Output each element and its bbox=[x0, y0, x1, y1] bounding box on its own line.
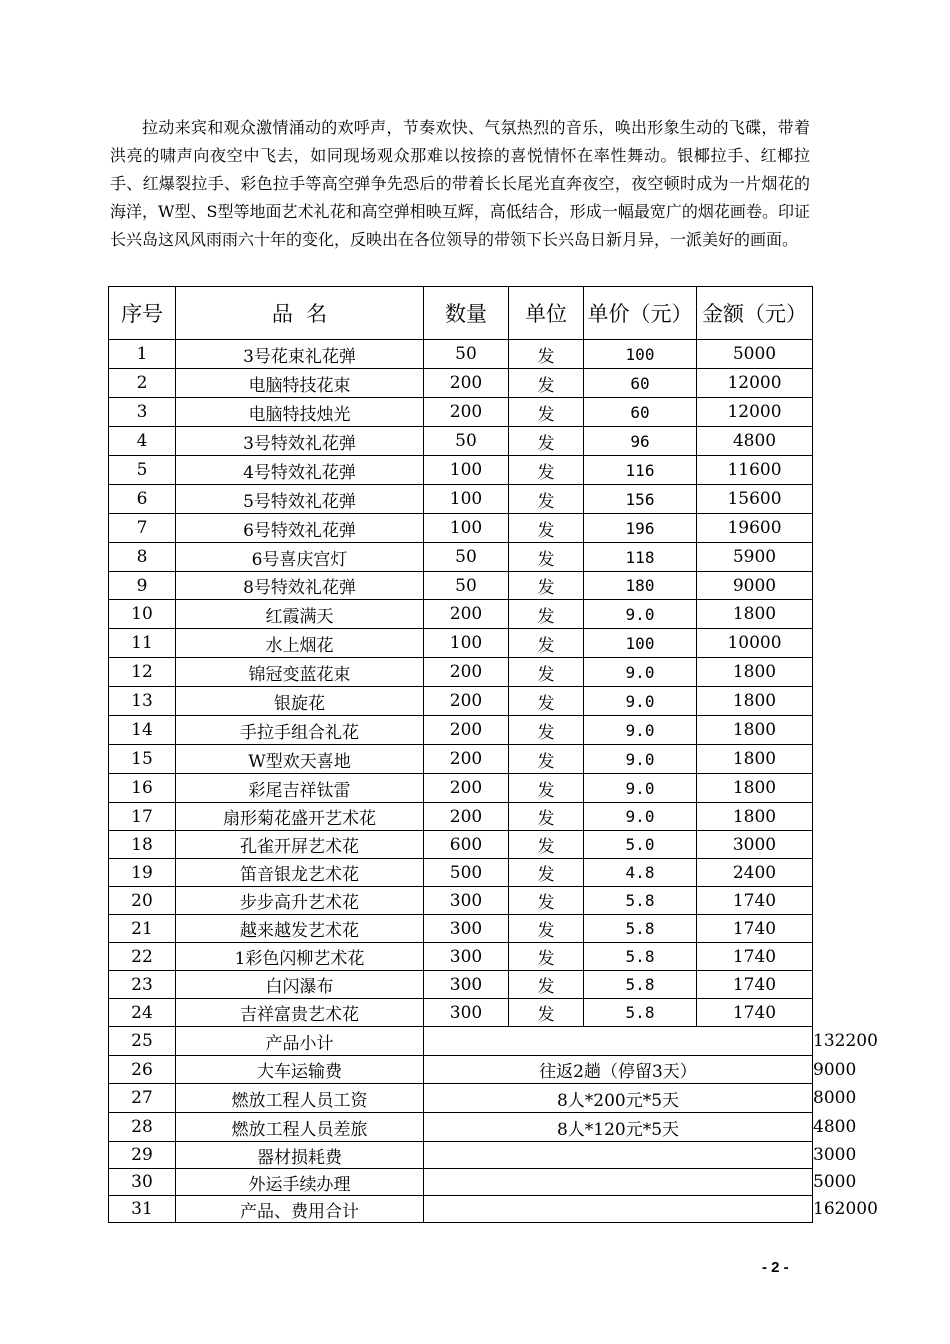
cell-price: 9.0 bbox=[584, 687, 697, 716]
cell-name: 6号喜庆宫灯 bbox=[176, 543, 424, 572]
cell-no: 25 bbox=[109, 1027, 176, 1056]
cell-qty: 300 bbox=[424, 915, 509, 943]
cell-amount: 11600 bbox=[697, 456, 813, 485]
intro-paragraph bbox=[110, 114, 810, 254]
cell-note: 8人*120元*5天 bbox=[424, 1113, 813, 1142]
cell-price: 5.8 bbox=[584, 887, 697, 915]
cell-amount: 9000 bbox=[697, 572, 813, 600]
cell-qty: 200 bbox=[424, 803, 509, 831]
cell-name: 电脑特技花束 bbox=[176, 369, 424, 398]
cell-qty: 300 bbox=[424, 943, 509, 971]
cell-no: 28 bbox=[109, 1113, 176, 1142]
cell-amount: 1740 bbox=[697, 971, 813, 999]
cell-no: 17 bbox=[109, 803, 176, 831]
cell-name: 产品、费用合计 bbox=[176, 1196, 424, 1223]
cell-name: 银旋花 bbox=[176, 687, 424, 716]
cell-amount: 19600 bbox=[697, 514, 813, 543]
cell-price: 180 bbox=[584, 572, 697, 600]
cell-unit: 发 bbox=[509, 369, 584, 398]
cell-amount: 1800 bbox=[697, 658, 813, 687]
cell-unit: 发 bbox=[509, 572, 584, 600]
cell-qty: 200 bbox=[424, 600, 509, 629]
cell-name: 3号特效礼花弹 bbox=[176, 427, 424, 456]
cell-price: 9.0 bbox=[584, 774, 697, 803]
cell-unit: 发 bbox=[509, 514, 584, 543]
cell-price: 9.0 bbox=[584, 600, 697, 629]
cell-no: 30 bbox=[109, 1169, 176, 1196]
cell-price: 118 bbox=[584, 543, 697, 572]
summary-row: 25 产品小计 132200 bbox=[109, 1027, 813, 1056]
header-unit: 单位 bbox=[509, 287, 584, 340]
cell-qty: 50 bbox=[424, 427, 509, 456]
cell-amount: 1800 bbox=[697, 716, 813, 745]
cell-qty: 100 bbox=[424, 629, 509, 658]
table-row bbox=[109, 398, 813, 427]
cell-unit: 发 bbox=[509, 745, 584, 774]
cell-unit: 发 bbox=[509, 629, 584, 658]
table-row bbox=[109, 971, 813, 999]
table-row bbox=[109, 456, 813, 485]
cell-amount: 1800 bbox=[697, 687, 813, 716]
cell-no: 20 bbox=[109, 887, 176, 915]
cell-amount: 15600 bbox=[697, 485, 813, 514]
cell-no: 5 bbox=[109, 456, 176, 485]
cell-note: 往返2趟（停留3天） bbox=[424, 1056, 813, 1084]
cell-qty: 200 bbox=[424, 774, 509, 803]
cell-no: 9 bbox=[109, 572, 176, 600]
table-row bbox=[109, 716, 813, 745]
cell-amount: 10000 bbox=[697, 629, 813, 658]
table-row bbox=[109, 774, 813, 803]
cell-unit: 发 bbox=[509, 943, 584, 971]
cell-price: 96 bbox=[584, 427, 697, 456]
cell-unit: 发 bbox=[509, 485, 584, 514]
cell-name: 白闪瀑布 bbox=[176, 971, 424, 999]
cell-price: 196 bbox=[584, 514, 697, 543]
cell-price: 9.0 bbox=[584, 716, 697, 745]
cell-no: 11 bbox=[109, 629, 176, 658]
table-row bbox=[109, 543, 813, 572]
cell-amount: 1800 bbox=[697, 600, 813, 629]
table-row bbox=[109, 427, 813, 456]
cell-no: 7 bbox=[109, 514, 176, 543]
cell-no: 29 bbox=[109, 1142, 176, 1169]
table-row bbox=[109, 859, 813, 887]
intro-text: 拉动来宾和观众激情涌动的欢呼声，节奏欢快、气氛热烈的音乐，唤出形象生动的飞碟，带着洪亮的啸声向夜空中飞去，如同现场观众那难以按捺的喜悦情怀在率性舞动。银椰拉手、红椰拉手、红爆裂拉手、彩色拉手等高空弹争先恐后的带着长长尾光直奔夜空，夜空顿时成为一片烟花的海洋，W型、S型等地面艺术礼花和高空弹相映互辉，高低结合，形成一幅最宽广的烟花画卷。印证长兴岛这风风雨雨六十年的变化，反映出在各位领导的带领下长兴岛日新月异，一派美好的画面。 bbox=[110, 118, 810, 249]
cell-name: 1彩色闪柳艺术花 bbox=[176, 943, 424, 971]
cell-price: 60 bbox=[584, 398, 697, 427]
cell-name: 8号特效礼花弹 bbox=[176, 572, 424, 600]
cell-qty: 200 bbox=[424, 716, 509, 745]
cell-unit: 发 bbox=[509, 831, 584, 859]
cell-unit: 发 bbox=[509, 859, 584, 887]
cell-price: 100 bbox=[584, 629, 697, 658]
cell-no: 18 bbox=[109, 831, 176, 859]
header-no: 序号 bbox=[109, 287, 176, 340]
cell-qty: 50 bbox=[424, 572, 509, 600]
cell-name: 6号特效礼花弹 bbox=[176, 514, 424, 543]
cell-no: 19 bbox=[109, 859, 176, 887]
cell-price: 5.8 bbox=[584, 971, 697, 999]
header-name: 品 名 bbox=[176, 287, 424, 340]
cell-name: 彩尾吉祥钛雷 bbox=[176, 774, 424, 803]
cell-name: 4号特效礼花弹 bbox=[176, 456, 424, 485]
cell-price: 5.8 bbox=[584, 915, 697, 943]
page-number: - 2 - bbox=[762, 1259, 789, 1276]
table-row bbox=[109, 572, 813, 600]
cell-qty: 50 bbox=[424, 340, 509, 369]
cell-name: 吉祥富贵艺术花 bbox=[176, 999, 424, 1027]
cell-price: 9.0 bbox=[584, 745, 697, 774]
cell-name: 3号花束礼花弹 bbox=[176, 340, 424, 369]
cell-price: 60 bbox=[584, 369, 697, 398]
header-amount: 金额（元） bbox=[697, 287, 813, 340]
cell-no: 27 bbox=[109, 1084, 176, 1113]
cell-amount: 1800 bbox=[697, 774, 813, 803]
cell-amount: 5000 bbox=[697, 340, 813, 369]
cell-name: 器材损耗费 bbox=[176, 1142, 424, 1169]
cell-name: 产品小计 bbox=[176, 1027, 424, 1056]
cell-price: 156 bbox=[584, 485, 697, 514]
table-row bbox=[109, 803, 813, 831]
cell-unit: 发 bbox=[509, 687, 584, 716]
cell-name: W型欢天喜地 bbox=[176, 745, 424, 774]
cell-no: 1 bbox=[109, 340, 176, 369]
table-row bbox=[109, 943, 813, 971]
cell-name: 电脑特技烛光 bbox=[176, 398, 424, 427]
table-row bbox=[109, 629, 813, 658]
cell-name: 手拉手组合礼花 bbox=[176, 716, 424, 745]
summary-row: 29 器材损耗费 3000 bbox=[109, 1142, 813, 1169]
cell-unit: 发 bbox=[509, 340, 584, 369]
table-row bbox=[109, 340, 813, 369]
cell-name: 燃放工程人员工资 bbox=[176, 1084, 424, 1113]
cell-name: 孔雀开屏艺术花 bbox=[176, 831, 424, 859]
cell-qty: 100 bbox=[424, 456, 509, 485]
cell-amount: 1740 bbox=[697, 887, 813, 915]
cell-note: 8人*200元*5天 bbox=[424, 1084, 813, 1113]
cell-no: 8 bbox=[109, 543, 176, 572]
cell-unit: 发 bbox=[509, 600, 584, 629]
summary-row: 27 燃放工程人员工资 8人*200元*5天 8000 bbox=[109, 1084, 813, 1113]
table-row bbox=[109, 745, 813, 774]
cell-no: 4 bbox=[109, 427, 176, 456]
cell-unit: 发 bbox=[509, 915, 584, 943]
cell-name: 红霞满天 bbox=[176, 600, 424, 629]
table-row bbox=[109, 485, 813, 514]
cell-amount: 1740 bbox=[697, 999, 813, 1027]
cell-no: 10 bbox=[109, 600, 176, 629]
table-row bbox=[109, 999, 813, 1027]
cell-unit: 发 bbox=[509, 658, 584, 687]
cell-amount: 2400 bbox=[697, 859, 813, 887]
cell-unit: 发 bbox=[509, 887, 584, 915]
cell-no: 3 bbox=[109, 398, 176, 427]
cell-name: 5号特效礼花弹 bbox=[176, 485, 424, 514]
cell-unit: 发 bbox=[509, 716, 584, 745]
table-row bbox=[109, 600, 813, 629]
cell-qty: 200 bbox=[424, 369, 509, 398]
cell-no: 31 bbox=[109, 1196, 176, 1223]
cell-qty: 300 bbox=[424, 887, 509, 915]
cell-qty: 300 bbox=[424, 999, 509, 1027]
cell-qty: 200 bbox=[424, 745, 509, 774]
cell-amount: 1800 bbox=[697, 745, 813, 774]
cell-price: 9.0 bbox=[584, 803, 697, 831]
summary-row: 28 燃放工程人员差旅 8人*120元*5天 4800 bbox=[109, 1113, 813, 1142]
cell-name: 扇形菊花盛开艺术花 bbox=[176, 803, 424, 831]
cell-price: 5.8 bbox=[584, 999, 697, 1027]
table-row bbox=[109, 514, 813, 543]
cell-name: 越来越发艺术花 bbox=[176, 915, 424, 943]
cell-no: 2 bbox=[109, 369, 176, 398]
table-row bbox=[109, 687, 813, 716]
cell-unit: 发 bbox=[509, 774, 584, 803]
cell-unit: 发 bbox=[509, 803, 584, 831]
table-row bbox=[109, 658, 813, 687]
header-price: 单价（元） bbox=[584, 287, 697, 340]
cell-price: 100 bbox=[584, 340, 697, 369]
cell-price: 4.8 bbox=[584, 859, 697, 887]
cell-unit: 发 bbox=[509, 398, 584, 427]
table-row bbox=[109, 915, 813, 943]
cell-no: 23 bbox=[109, 971, 176, 999]
header-qty: 数量 bbox=[424, 287, 509, 340]
cell-name: 锦冠变蓝花束 bbox=[176, 658, 424, 687]
summary-row: 30 外运手续办理 5000 bbox=[109, 1169, 813, 1196]
cell-qty: 500 bbox=[424, 859, 509, 887]
cell-no: 24 bbox=[109, 999, 176, 1027]
cell-qty: 600 bbox=[424, 831, 509, 859]
cell-unit: 发 bbox=[509, 543, 584, 572]
cell-price: 9.0 bbox=[584, 658, 697, 687]
cell-amount: 12000 bbox=[697, 398, 813, 427]
cell-price: 5.0 bbox=[584, 831, 697, 859]
cell-note bbox=[424, 1142, 813, 1169]
cell-amount: 1800 bbox=[697, 803, 813, 831]
cell-no: 26 bbox=[109, 1056, 176, 1084]
cell-qty: 300 bbox=[424, 971, 509, 999]
cell-amount: 1740 bbox=[697, 943, 813, 971]
cell-no: 13 bbox=[109, 687, 176, 716]
cell-name: 大车运输费 bbox=[176, 1056, 424, 1084]
cell-unit: 发 bbox=[509, 971, 584, 999]
cell-qty: 200 bbox=[424, 687, 509, 716]
cell-amount: 3000 bbox=[697, 831, 813, 859]
cell-qty: 100 bbox=[424, 514, 509, 543]
cell-no: 6 bbox=[109, 485, 176, 514]
cell-amount: 4800 bbox=[697, 427, 813, 456]
cell-no: 21 bbox=[109, 915, 176, 943]
cell-unit: 发 bbox=[509, 456, 584, 485]
cell-name: 外运手续办理 bbox=[176, 1169, 424, 1196]
cell-unit: 发 bbox=[509, 427, 584, 456]
cell-no: 15 bbox=[109, 745, 176, 774]
cell-amount: 12000 bbox=[697, 369, 813, 398]
table-row bbox=[109, 887, 813, 915]
cell-no: 12 bbox=[109, 658, 176, 687]
summary-row: 31 产品、费用合计 162000 bbox=[109, 1196, 813, 1223]
cell-name: 笛音银龙艺术花 bbox=[176, 859, 424, 887]
cell-note bbox=[424, 1196, 813, 1223]
cell-price: 116 bbox=[584, 456, 697, 485]
table-row bbox=[109, 369, 813, 398]
cell-qty: 200 bbox=[424, 658, 509, 687]
cell-price: 5.8 bbox=[584, 943, 697, 971]
cell-no: 16 bbox=[109, 774, 176, 803]
summary-row: 26 大车运输费 往返2趟（停留3天） 9000 bbox=[109, 1056, 813, 1084]
cell-no: 14 bbox=[109, 716, 176, 745]
cell-unit: 发 bbox=[509, 999, 584, 1027]
cell-amount: 1740 bbox=[697, 915, 813, 943]
cell-qty: 50 bbox=[424, 543, 509, 572]
cell-note bbox=[424, 1169, 813, 1196]
table-row bbox=[109, 831, 813, 859]
table-header-row bbox=[109, 287, 813, 340]
cell-name: 燃放工程人员差旅 bbox=[176, 1113, 424, 1142]
cell-amount: 5900 bbox=[697, 543, 813, 572]
cell-note bbox=[424, 1027, 813, 1056]
cell-no: 22 bbox=[109, 943, 176, 971]
cell-qty: 200 bbox=[424, 398, 509, 427]
price-table bbox=[108, 286, 878, 1223]
cell-qty: 100 bbox=[424, 485, 509, 514]
cell-name: 步步高升艺术花 bbox=[176, 887, 424, 915]
cell-name: 水上烟花 bbox=[176, 629, 424, 658]
